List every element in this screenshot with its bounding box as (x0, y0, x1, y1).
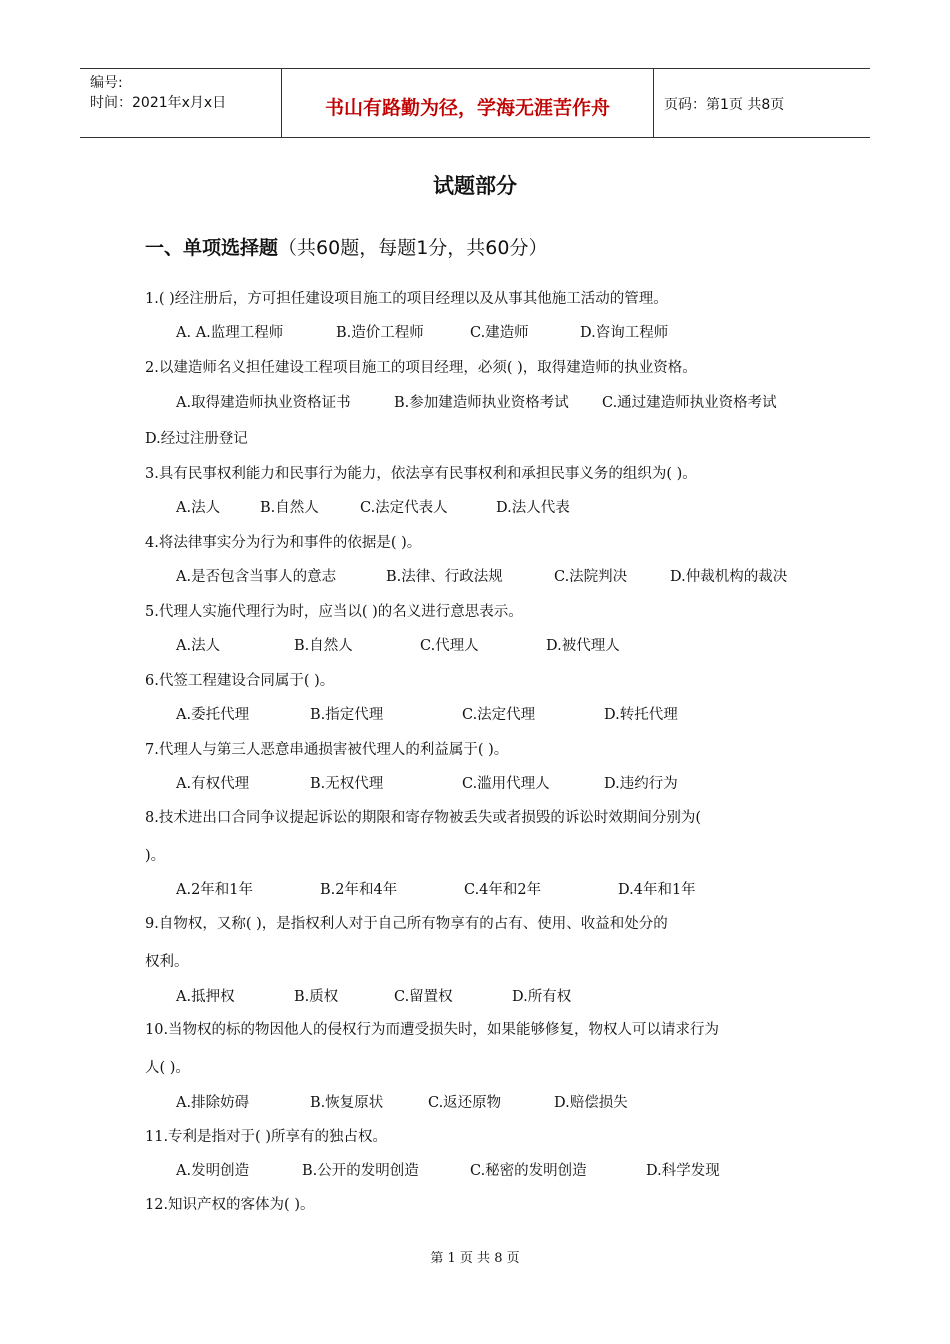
q6-option-b: B.指定代理 (310, 707, 384, 723)
q8-option-a: A.2年和1年 (176, 882, 254, 898)
q9-option-b: B.质权 (294, 989, 339, 1005)
question-2-stem: 2.以建造师名义担任建设工程项目施工的项目经理，必须( )，取得建造师的执业资格。 (145, 360, 697, 376)
q9-option-a: A.抵押权 (176, 989, 235, 1005)
q6-option-a: A.委托代理 (176, 707, 250, 723)
q5-option-c: C.代理人 (420, 638, 479, 654)
q7-option-d: D.违约行为 (604, 776, 678, 792)
question-11-stem: 11.专利是指对于( )所享有的独占权。 (145, 1129, 387, 1145)
q3-option-a: A.法人 (176, 500, 221, 516)
question-5-stem: 5.代理人实施代理行为时，应当以( )的名义进行意思表示。 (145, 604, 523, 620)
q4-option-c: C.法院判决 (554, 569, 628, 585)
q10-option-a: A.排除妨碍 (176, 1095, 250, 1111)
question-8-stem-cont: )。 (145, 848, 166, 864)
q7-option-a: A.有权代理 (176, 776, 250, 792)
q11-option-a: A.发明创造 (176, 1163, 250, 1179)
q2-option-d: D.经过注册登记 (145, 431, 248, 447)
q7-option-b: B.无权代理 (310, 776, 384, 792)
q11-option-c: C.秘密的发明创造 (470, 1163, 587, 1179)
time-label: 时间：2021年x月x日 (90, 95, 227, 111)
q3-option-d: D.法人代表 (496, 500, 570, 516)
section-title: 一、单项选择题 (145, 237, 279, 259)
q1-option-c: C.建造师 (470, 325, 529, 341)
q1-option-d: D.咨询工程师 (580, 325, 669, 341)
q5-option-a: A.法人 (176, 638, 221, 654)
q2-option-b: B.参加建造师执业资格考试 (394, 395, 569, 411)
q8-option-d: D.4年和1年 (618, 882, 696, 898)
question-9-stem-cont: 权利。 (145, 954, 189, 970)
document-header (80, 68, 870, 138)
q5-option-d: D.被代理人 (546, 638, 620, 654)
question-10-stem-cont: 人( )。 (145, 1060, 190, 1076)
q3-option-c: C.法定代表人 (360, 500, 448, 516)
q4-option-b: B.法律、行政法规 (386, 569, 503, 585)
section-note: （共60题，每题1分，共60分） (278, 237, 548, 259)
page-footer: 第 1 页 共 8 页 (430, 1251, 520, 1266)
q10-option-b: B.恢复原状 (310, 1095, 384, 1111)
question-1-stem: 1.( )经注册后，方可担任建设项目施工的项目经理以及从事其他施工活动的管理。 (145, 291, 668, 307)
header-page-info: 页码：第1页 共8页 (664, 97, 785, 113)
question-8-stem: 8.技术进出口合同争议提起诉讼的期限和寄存物被丢失或者损毁的诉讼时效期间分别为( (145, 810, 701, 826)
question-6-stem: 6.代签工程建设合同属于( )。 (145, 673, 335, 689)
q8-option-c: C.4年和2年 (464, 882, 542, 898)
q2-option-c: C.通过建造师执业资格考试 (602, 395, 777, 411)
question-9-stem: 9.自物权，又称( )，是指权利人对于自己所有物享有的占有、使用、收益和处分的 (145, 916, 668, 932)
q7-option-c: C.滥用代理人 (462, 776, 550, 792)
q6-option-c: C.法定代理 (462, 707, 536, 723)
q4-option-d: D.仲裁机构的裁决 (670, 569, 788, 585)
q1-option-b: B.造价工程师 (336, 325, 424, 341)
header-motto: 书山有路勤为径，学海无涯苦作舟 (282, 69, 654, 137)
q6-option-d: D.转托代理 (604, 707, 678, 723)
q11-option-b: B.公开的发明创造 (302, 1163, 419, 1179)
q9-option-c: C.留置权 (394, 989, 453, 1005)
header-meta-cell (80, 69, 282, 137)
q8-option-b: B.2年和4年 (320, 882, 398, 898)
q1-option-a: A. A.监理工程师 (176, 325, 284, 341)
q10-option-d: D.赔偿损失 (554, 1095, 628, 1111)
q3-option-b: B.自然人 (260, 500, 319, 516)
page-title: 试题部分 (433, 174, 517, 198)
q2-option-a: A.取得建造师执业资格证书 (176, 395, 351, 411)
section-heading (145, 233, 547, 260)
q11-option-d: D.科学发现 (646, 1163, 720, 1179)
number-label: 编号: (90, 75, 123, 91)
question-7-stem: 7.代理人与第三人恶意串通损害被代理人的利益属于( )。 (145, 742, 509, 758)
q5-option-b: B.自然人 (294, 638, 353, 654)
question-10-stem: 10.当物权的标的物因他人的侵权行为而遭受损失时，如果能够修复，物权人可以请求行为 (145, 1022, 720, 1038)
q10-option-c: C.返还原物 (428, 1095, 502, 1111)
question-12-stem: 12.知识产权的客体为( )。 (145, 1197, 315, 1213)
q4-option-a: A.是否包含当事人的意志 (176, 569, 337, 585)
q9-option-d: D.所有权 (512, 989, 572, 1005)
question-3-stem: 3.具有民事权利能力和民事行为能力，依法享有民事权利和承担民事义务的组织为( )。 (145, 466, 697, 482)
question-4-stem: 4.将法律事实分为行为和事件的依据是( )。 (145, 535, 422, 551)
